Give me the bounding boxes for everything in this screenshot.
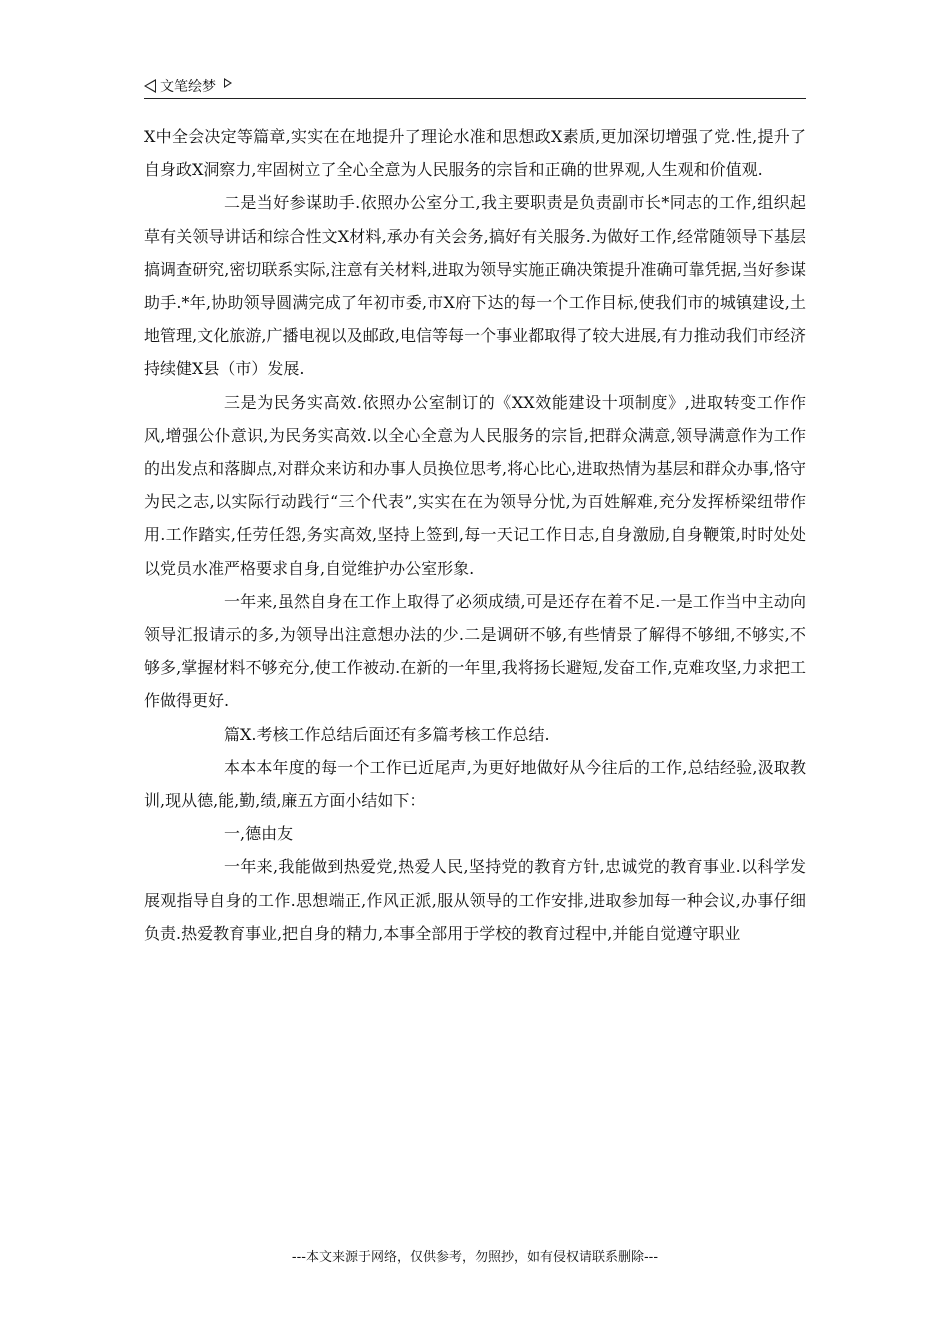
header-title: 文笔绘梦 [160, 79, 216, 95]
paragraph: 一年来,我能做到热爱党,热爱人民,坚持党的教育方针,忠诚党的教育事业.以科学发展观指导自身的工作.思想端正,作风正派,服从领导的工作安排,进取参加每一种会议,办事仔细负责.热爱教育事业,把自身的精力,本事全部用于学校的教育过程中,并能自觉遵守职业 [144, 857, 806, 943]
paragraph: 本本本年度的每一个工作已近尾声,为更好地做好从今往后的工作,总结经验,汲取教训,现从德,能,勤,绩,廉五方面小结如下： [144, 757, 806, 811]
triangle-right-icon [224, 78, 232, 88]
page-header [144, 74, 806, 99]
footer-notice: ---本文来源于网络，仅供参考，勿照抄，如有侵权请联系删除--- [291, 1250, 659, 1265]
paragraph: 二是当好参谋助手.依照办公室分工,我主要职责是负责副市长*同志的工作,组织起草有关领导讲话和综合性文X材料,承办有关会务,搞好有关服务.为做好工作,经常随领导下基层搞调查研究,密切联系实际,注意有关材料,进取为领导实施正确决策提升准确可靠凭据,当好参谋助手.*年,协助领导圆满完成了年初市委,市X府下达的每一个工作目标,使我们市的城镇建设,土地管理,文化旅游,广播电视以及邮政,电信等每一个事业都取得了较大进展,有力推动我们市经济持续健X县（市）发展. [144, 193, 806, 379]
document-body [144, 120, 806, 950]
section-heading: 一,德由友 [224, 824, 294, 844]
paragraph: 一年来,虽然自身在工作上取得了必须成绩,可是还存在着不足.一是工作当中主动向领导汇报请示的多,为领导出注意想办法的少.二是调研不够,有些情景了解得不够细,不够实,不够多,掌握材料不够充分,使工作被动.在新的一年里,我将扬长避短,发奋工作,克难攻坚,力求把工作做得更好. [144, 591, 806, 711]
paragraph: 篇X.考核工作总结后面还有多篇考核工作总结. [224, 724, 550, 744]
triangle-left-icon [144, 79, 156, 93]
paragraph: 三是为民务实高效.依照办公室制订的《XX效能建设十项制度》,进取转变工作作风,增强公仆意识,为民务实高效.以全心全意为人民服务的宗旨,把群众满意,领导满意作为工作的出发点和落脚点,对群众来访和办事人员换位思考,将心比心,进取热情为基层和群众办事,恪守为民之志,以实际行动践行“三个代表”,实实在在为领导分忧,为百姓解难,充分发挥桥梁纽带作用.工作踏实,任劳任怨,务实高效,坚持上签到,每一天记工作日志,自身激励,自身鞭策,时时处处以党员水准严格要求自身,自觉维护办公室形象. [144, 392, 806, 578]
paragraph: X中全会决定等篇章,实实在在地提升了理论水准和思想政X素质,更加深切增强了党.性,提升了自身政X洞察力,牢固树立了全心全意为人民服务的宗旨和正确的世界观,人生观和价值观. [144, 127, 806, 180]
